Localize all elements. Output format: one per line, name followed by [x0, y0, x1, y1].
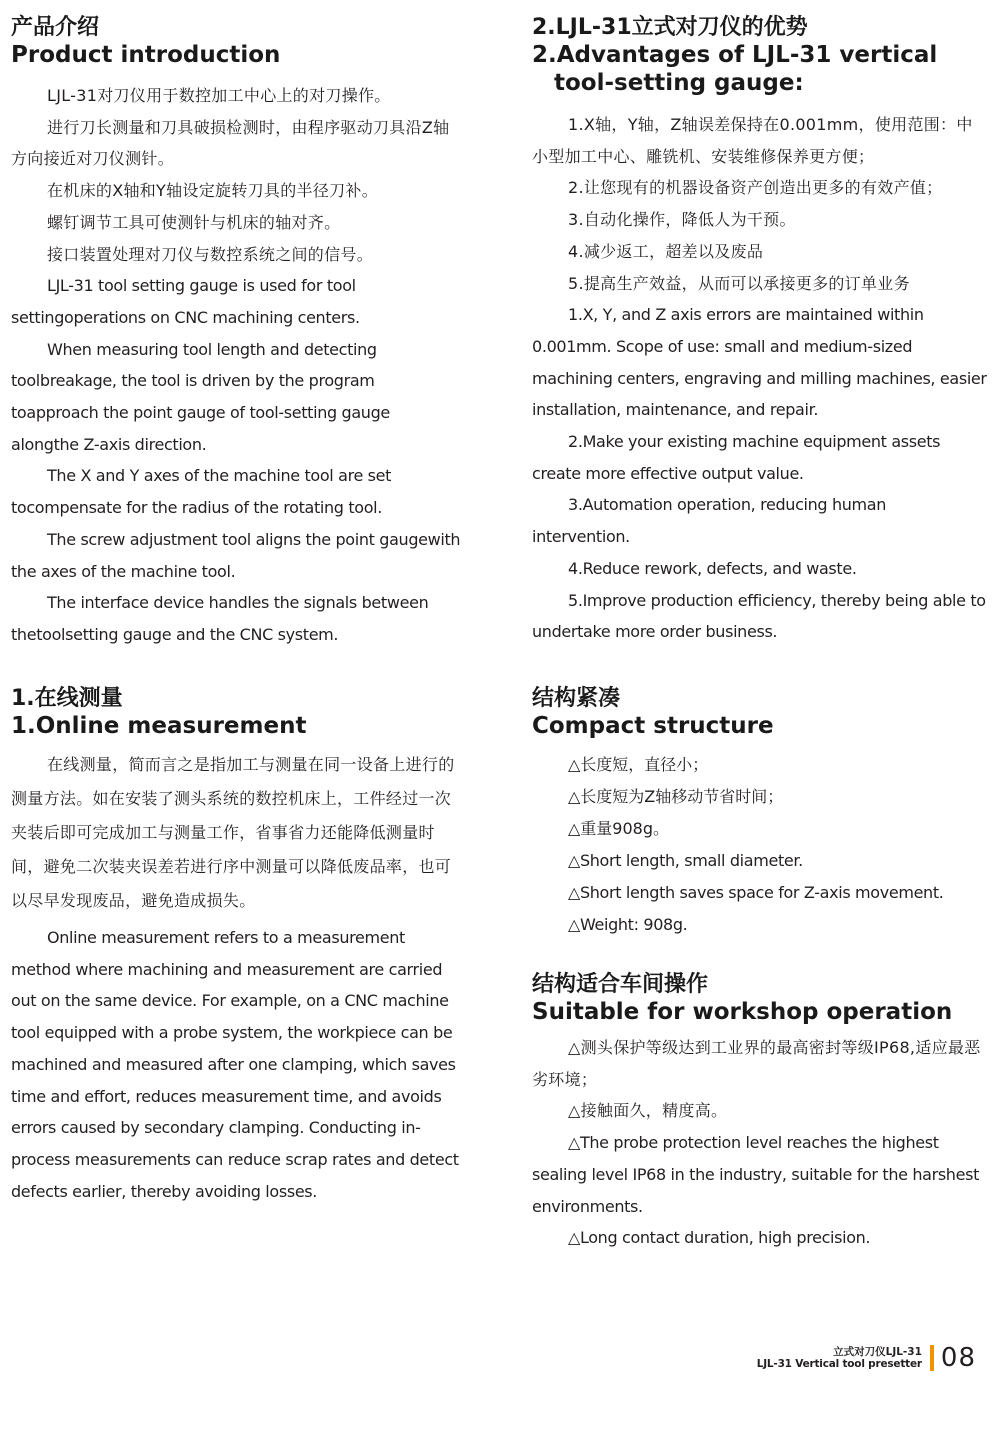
compact-structure-item: △Short length, small diameter. — [568, 851, 803, 870]
compact-structure-title-en: Compact structure — [532, 713, 774, 739]
advantage-item-cn: 3.自动化操作，降低人为干预。 — [568, 210, 796, 230]
compact-structure-item: △长度短为Z轴移动节省时间； — [568, 787, 784, 806]
intro-paragraph-cn: LJL-31对刀仪用于数控加工中心上的对刀操作。 — [47, 86, 391, 105]
product-intro-title-en: Product introduction — [11, 42, 281, 68]
workshop-section — [532, 971, 987, 1254]
workshop-item: △测头保护等级达到工业界的最高密封等级IP68,适应最恶劣环境； — [532, 1038, 981, 1089]
compact-structure-item: △Short length saves space for Z-axis movement. — [568, 883, 944, 902]
online-measurement-title-en: 1.Online measurement — [11, 713, 307, 739]
compact-structure-title-cn: 结构紧凑 — [532, 686, 621, 711]
workshop-item: △接触面久，精度高。 — [568, 1101, 728, 1121]
intro-paragraph-cn: 在机床的X轴和Y轴设定旋转刀具的半径刀补。 — [47, 181, 379, 201]
advantage-item-en: 3.Automation operation, reducing human intervention. — [532, 495, 887, 547]
intro-paragraph-en: When measuring tool length and detecting toolbreakage, the tool is driven by the program toapproach the point gauge of tool-setting gauge alongthe Z-axis direction. — [11, 339, 390, 454]
intro-paragraph-cn: 接口装置处理对刀仪与数控系统之间的信号。 — [47, 244, 374, 264]
intro-paragraph-cn: 螺钉调节工具可使测针与机床的轴对齐。 — [47, 212, 341, 232]
compact-structure-item: △Weight: 908g. — [568, 915, 688, 934]
advantage-item-en: 1.X, Y, and Z axis errors are maintained within 0.001mm. Scope of use: small and medium-sized machining centers, engraving and milling machines, easier installation, maintenance, and repair. — [532, 305, 987, 420]
advantage-item-cn: 1.X轴，Y轴，Z轴误差保持在0.001mm，使用范围：中小型加工中心、雕铣机、安装维修保养更方便； — [532, 115, 973, 166]
right-column — [532, 0, 987, 1434]
compact-structure-section — [532, 685, 987, 941]
page-number: 08 — [940, 1343, 976, 1373]
product-intro-section — [11, 14, 461, 651]
workshop-item: △The probe protection level reaches the highest sealing level IP68 in the industry, suitable for the harshest environments. — [532, 1133, 979, 1216]
intro-paragraph-cn: 进行刀长测量和刀具破损检测时，由程序驱动刀具沿Z轴方向接近对刀仪测针。 — [11, 117, 450, 169]
online-measurement-paragraph-en: Online measurement refers to a measurement method where machining and measurement are carried out on the same device. For example, on a CNC machine tool equipped with a probe system, the workpiece can be machined and measured after one clamping, which saves time and effort, reduces measurement time, and avoids errors caused by secondary clamping. Conducting in-process measurements can reduce scrap rates and detect defects earlier, thereby avoiding losses. — [11, 928, 459, 1201]
compact-structure-item: △重量908g。 — [568, 819, 670, 838]
left-column — [11, 0, 461, 1434]
footer-product-en: LJL-31 Vertical tool presetter — [756, 1358, 922, 1370]
intro-paragraph-en: The screw adjustment tool aligns the point gaugewith the axes of the machine tool. — [11, 529, 461, 581]
footer-accent-bar — [930, 1345, 934, 1371]
online-measurement-section — [11, 685, 461, 1207]
workshop-title-en: Suitable for workshop operation — [532, 999, 953, 1025]
advantage-item-en: 5.Improve production efficiency, thereby being able to undertake more order business. — [532, 590, 986, 642]
workshop-item: △Long contact duration, high precision. — [568, 1228, 871, 1248]
advantages-title-en — [532, 41, 987, 97]
advantage-item-en: 2.Make your existing machine equipment assets create more effective output value. — [532, 432, 941, 483]
workshop-title-cn: 结构适合车间操作 — [532, 972, 709, 997]
intro-paragraph-en: The interface device handles the signals between thetoolsetting gauge and the CNC system. — [11, 593, 429, 644]
product-intro-title-cn: 产品介绍 — [11, 15, 100, 40]
advantages-title-cn: 2.LJL-31立式对刀仪的优势 — [532, 15, 808, 40]
advantage-item-en: 4.Reduce rework, defects, and waste. — [568, 558, 857, 578]
advantage-item-cn: 5.提高生产效益，从而可以承接更多的订单业务 — [568, 273, 910, 293]
page-footer — [757, 1343, 976, 1373]
online-measurement-title-cn: 1.在线测量 — [11, 686, 123, 711]
footer-product-label — [757, 1346, 922, 1370]
intro-paragraph-en: LJL-31 tool setting gauge is used for tool settingoperations on CNC machining centers. — [11, 276, 360, 327]
advantages-section — [532, 14, 987, 648]
intro-paragraph-en: The X and Y axes of the machine tool are set tocompensate for the radius of the rotating tool. — [11, 466, 392, 518]
footer-product-cn: 立式对刀仪LJL-31 — [833, 1346, 922, 1358]
advantages-title-en-line2: tool-setting gauge: — [554, 70, 804, 96]
advantage-item-cn: 4.减少返工，超差以及废品 — [568, 241, 764, 261]
advantage-item-cn: 2.让您现有的机器设备资产创造出更多的有效产值； — [568, 178, 943, 198]
online-measurement-paragraph-cn: 在线测量，简而言之是指加工与测量在同一设备上进行的测量方法。如在安装了测头系统的数控机床上，工件经过一次夹装后即可完成加工与测量工作，省事省力还能降低测量时间，避免二次装夹误差若进行序中测量可以降低废品率，也可以尽早发现废品，避免造成损失。 — [11, 755, 455, 910]
compact-structure-item: △长度短，直径小； — [568, 755, 709, 774]
advantages-title-en-line1: 2.Advantages of LJL-31 vertical — [532, 42, 938, 68]
